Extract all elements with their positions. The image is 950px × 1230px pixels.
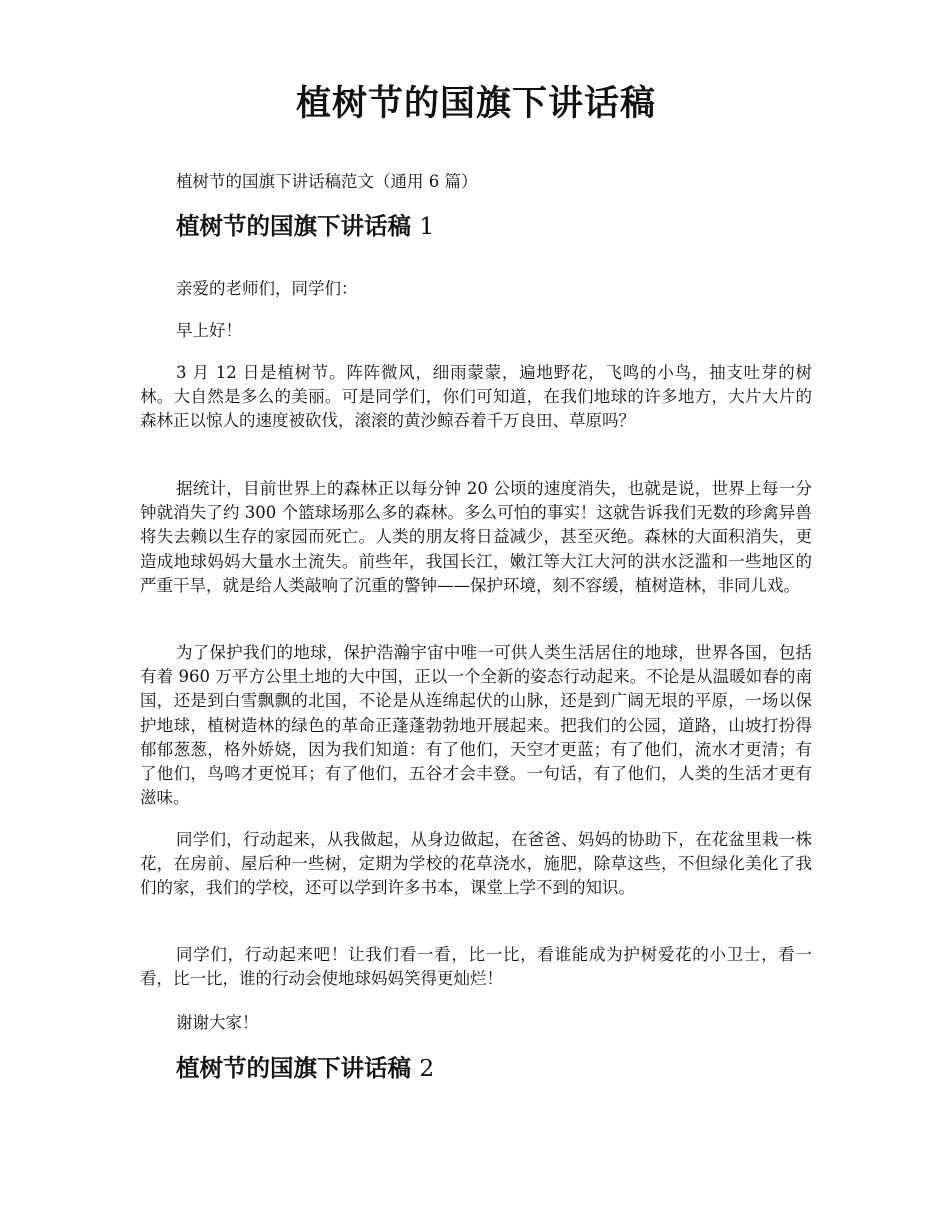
section-heading-1: [176, 210, 434, 242]
section-heading-text: 植树节的国旗下讲话稿: [176, 212, 411, 240]
body-paragraph: 同学们，行动起来，从我做起，从身边做起，在爸爸、妈妈的协助下，在花盆里栽一株花，在房前、屋后种一些树，定期为学校的花草浇水，施肥，除草这些，不但绿化美化了我们的家，我们的学校，还可以学到许多书本，课堂上学不到的知识。: [140, 830, 812, 898]
section-number: 2: [419, 1054, 435, 1082]
document-title: 植树节的国旗下讲话稿: [295, 84, 656, 124]
body-paragraph: 3 月 12 日是植树节。阵阵微风，细雨蒙蒙，遍地野花，飞鸣的小鸟，抽支吐芽的树林。大自然是多么的美丽。可是同学们，你们可知道，在我们地球的许多地方，大片大片的森林正以惊人的速度被砍伐，滚滚的黄沙鲸吞着千万良田、草原吗？: [140, 363, 812, 431]
body-paragraph: 为了保护我们的地球，保护浩瀚宇宙中唯一可供人类生活居住的地球，世界各国，包括有着 960 万平方公里土地的大中国，正以一个全新的姿态行动起来。不论是从温暖如春的南国，还是到白雪飘飘的北国，不论是从连绵起伏的山脉，还是到广阔无垠的平原，一场以保护地球，植树造林的绿色的革命正蓬蓬勃勃地开展起来。把我们的公园，道路，山坡打扮得郁郁葱葱，格外娇娆，因为我们知道：有了他们，天空才更蓝；有了他们，流水才更清；有了他们，鸟鸣才更悦耳；有了他们，五谷才会丰登。一句话，有了他们，人类的生活才更有滋味。: [140, 643, 812, 808]
salutation-paragraph: 亲爱的老师们，同学们：: [176, 279, 358, 298]
body-paragraph: 据统计，目前世界上的森林正以每分钟 20 公顷的速度消失，也就是说，世界上每一分钟就消失了约 300 个篮球场那么多的森林。多么可怕的事实！这就告诉我们无数的珍禽异兽将失去赖以生存的家园而死亡。人类的朋友将日益减少，甚至灭绝。森林的大面积消失，更造成地球妈妈大量水土流失。前些年，我国长江，嫩江等大江大河的洪水泛滥和一些地区的严重干旱，就是给人类敲响了沉重的警钟——保护环境，刻不容缓，植树造林，非同儿戏。: [140, 479, 812, 595]
section-heading-text: 植树节的国旗下讲话稿: [176, 1054, 411, 1082]
greeting-paragraph: 早上好！: [176, 321, 242, 340]
section-heading-2: [176, 1052, 434, 1084]
body-paragraph: 同学们，行动起来吧！让我们看一看，比一比，看谁能成为护树爱花的小卫士，看一看，比一比，谁的行动会使地球妈妈笑得更灿烂！: [140, 945, 812, 989]
section-number: 1: [419, 212, 435, 240]
closing-paragraph: 谢谢大家！: [176, 1013, 259, 1032]
document-subtitle: 植树节的国旗下讲话稿范文（通用 6 篇）: [176, 172, 478, 191]
